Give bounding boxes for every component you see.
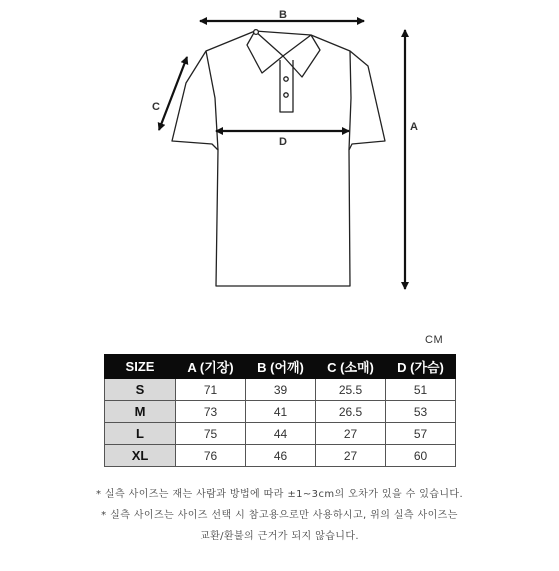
size-cell: XL — [105, 445, 176, 467]
label-c: C — [152, 101, 160, 113]
d-cell: 60 — [386, 445, 456, 467]
size-cell: L — [105, 423, 176, 445]
a-cell: 71 — [176, 379, 246, 401]
a-cell: 73 — [176, 401, 246, 423]
c-cell: 27 — [316, 445, 386, 467]
d-cell: 51 — [386, 379, 456, 401]
b-cell: 39 — [246, 379, 316, 401]
note-line: * 실측 사이즈는 사이즈 선택 시 참고용으로만 사용하시고, 위의 실측 사이즈는 — [101, 510, 458, 521]
collar-point — [254, 30, 259, 35]
label-d: D — [279, 136, 287, 148]
table-header-row — [105, 355, 456, 379]
unit-label: CM — [425, 334, 444, 346]
header-size: SIZE — [105, 355, 176, 379]
size-notes — [0, 484, 559, 547]
label-b: B — [279, 9, 287, 21]
button-2 — [284, 93, 288, 97]
header-a: A (기장) — [176, 355, 246, 379]
shirt-body — [172, 31, 385, 286]
b-cell: 44 — [246, 423, 316, 445]
c-cell: 26.5 — [316, 401, 386, 423]
table-row — [105, 401, 456, 423]
c-cell: 25.5 — [316, 379, 386, 401]
c-cell: 27 — [316, 423, 386, 445]
note-line: 교환/환불의 근거가 되지 않습니다. — [200, 531, 359, 542]
size-cell: S — [105, 379, 176, 401]
size-cell: M — [105, 401, 176, 423]
size-table — [104, 354, 456, 467]
table-row — [105, 379, 456, 401]
note-line: * 실측 사이즈는 재는 사람과 방법에 따라 ±1~3cm의 오차가 있을 수 있습니다. — [95, 489, 464, 500]
d-cell: 57 — [386, 423, 456, 445]
b-cell: 41 — [246, 401, 316, 423]
a-cell: 76 — [176, 445, 246, 467]
header-c: C (소매) — [316, 355, 386, 379]
polo-shirt-illustration — [172, 30, 385, 286]
button-1 — [284, 77, 288, 81]
table-row — [105, 423, 456, 445]
a-cell: 75 — [176, 423, 246, 445]
header-d: D (가슴) — [386, 355, 456, 379]
b-cell: 46 — [246, 445, 316, 467]
label-a: A — [410, 121, 418, 133]
header-b: B (어깨) — [246, 355, 316, 379]
table-row — [105, 445, 456, 467]
d-cell: 53 — [386, 401, 456, 423]
